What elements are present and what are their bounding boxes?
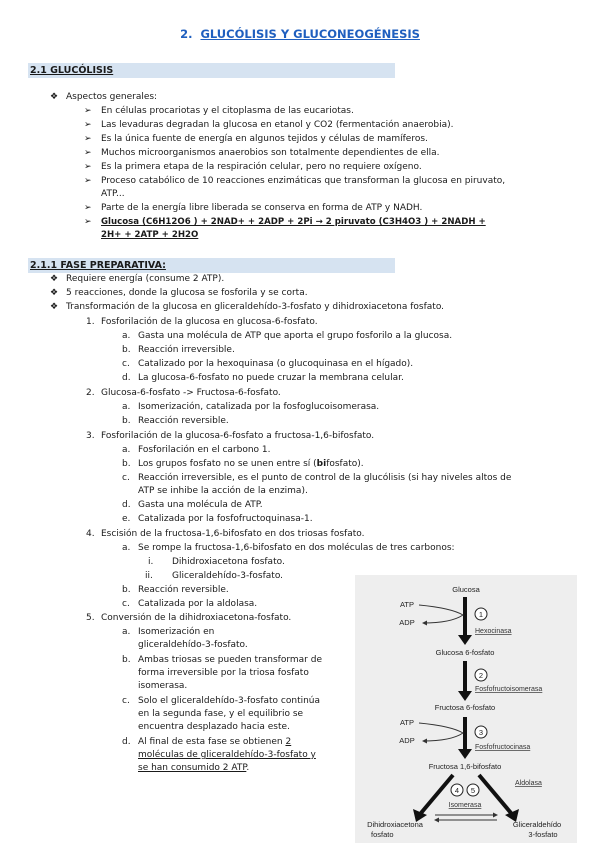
- substep: Se rompe la fructosa-1,6-bifosfato en dos moléculas de tres carbonos:: [138, 543, 455, 553]
- substep: Reacción irreversible, es el punto de control de la glucólisis (si hay niveles altos de: [138, 473, 512, 483]
- list-item: Transformación de la glucosa en gliceraldehído-3-fosfato y dihidroxiacetona fosfato.: [66, 302, 445, 312]
- arrow-bullet-icon: ➢: [84, 148, 92, 158]
- step-1-label: 1: [478, 610, 484, 619]
- cofactor-arrow: [419, 723, 463, 741]
- substep-letter: a.: [122, 331, 131, 341]
- list-item: Es la única fuente de energía en algunos tejidos y células de mamíferos.: [101, 134, 428, 144]
- atp-label: ATP: [399, 718, 415, 727]
- dhap-label-continuation: fosfato: [371, 830, 394, 839]
- substep: Reacción reversible.: [138, 416, 229, 426]
- substep: Gasta una molécula de ATP que aporta el grupo fosforilo a la glucosa.: [138, 331, 453, 341]
- substep-letter: c.: [122, 696, 130, 706]
- list-item: Las levaduras degradan la glucosa en etanol y CO2 (fermentación anaerobia).: [101, 120, 454, 130]
- substep-continuation: encuentra desplazado hacia este.: [138, 722, 290, 732]
- substep-letter: c.: [122, 473, 130, 483]
- bullet-icon: ❖: [50, 302, 59, 312]
- isomerasa-label: Isomerasa: [448, 802, 482, 809]
- g6p-label: Glucosa 6-fosfato: [435, 648, 495, 657]
- glycolysis-equation-continuation: 2H+ + 2ATP + 2H2O: [101, 230, 199, 240]
- list-item-continuation: ATP...: [101, 189, 125, 199]
- substep: Al final de esta fase se obtienen 2: [138, 737, 292, 747]
- substep: Reacción irreversible.: [138, 345, 235, 355]
- substep: Isomerización en: [138, 627, 215, 637]
- step-number: 1.: [86, 317, 95, 327]
- arrow-head: [458, 691, 472, 701]
- substep-continuation: isomerasa.: [138, 681, 188, 691]
- glucosa-label: Glucosa: [452, 585, 480, 594]
- gap-label: Gliceraldehído: [512, 820, 562, 829]
- substep-continuation: ATP se inhibe la acción de la enzima).: [138, 486, 308, 496]
- arrow-bullet-icon: ➢: [84, 106, 92, 116]
- substep-letter: c.: [122, 359, 130, 369]
- substep-letter: b.: [122, 655, 131, 665]
- diagram-svg: [355, 575, 577, 843]
- gap-label-continuation: 3-fosfato: [528, 830, 558, 839]
- arrow-bullet-icon: ➢: [84, 203, 92, 213]
- step-number: 3.: [86, 431, 95, 441]
- substep: La glucosa-6-fosfato no puede cruzar la membrana celular.: [138, 373, 404, 383]
- list-item: Parte de la energía libre liberada se conserva en forma de ATP y NADH.: [101, 203, 423, 213]
- arrow-bullet-icon: ➢: [84, 217, 92, 227]
- list-item: En células procariotas y el citoplasma de las eucariotas.: [101, 106, 354, 116]
- step-number: 5.: [86, 613, 95, 623]
- substep: Catalizada por la aldolasa.: [138, 599, 258, 609]
- step-number: 2.: [86, 388, 95, 398]
- bullet-icon: ❖: [50, 92, 59, 102]
- substep: Ambas triosas se pueden transformar de: [138, 655, 322, 665]
- substep-letter: d.: [122, 737, 131, 747]
- aspects-label: Aspectos generales:: [66, 92, 158, 102]
- arrow-bullet-icon: ➢: [84, 134, 92, 144]
- aldolasa-label: Aldolasa: [515, 780, 542, 787]
- substep: Solo el gliceraldehído-3-fosfato continúa: [138, 696, 321, 706]
- list-item: Proceso catabólico de 10 reacciones enzimáticas que transforman la glucosa en piruvato,: [101, 176, 506, 186]
- step-2-label: 2: [478, 671, 484, 680]
- dhap-label: Dihidroxiacetona: [367, 820, 423, 829]
- substep-letter: a.: [122, 445, 131, 455]
- substep: Los grupos fosfato no se unen entre sí (bifosfato).: [138, 459, 364, 469]
- list-item: Es la primera etapa de la respiración celular, pero no requiere oxígeno.: [101, 162, 422, 172]
- substep-letter: b.: [122, 345, 131, 355]
- list-item: 5 reacciones, donde la glucosa se fosforila y se corta.: [66, 288, 308, 298]
- atp-label: ATP: [399, 600, 415, 609]
- step-number: 4.: [86, 529, 95, 539]
- substep-continuation: moléculas de gliceraldehído-3-fosfato y: [138, 750, 316, 760]
- sub-substep: Gliceraldehído-3-fosfato.: [172, 571, 284, 581]
- substep: Catalizada por la fosfofructoquinasa-1.: [138, 514, 313, 524]
- preparatory-phase-diagram: [355, 575, 577, 843]
- f16bp-label: Fructosa 1,6-bifosfato: [428, 762, 502, 771]
- step-title: Conversión de la dihidroxiacetona-fosfato.: [101, 613, 292, 623]
- substep-letter: b.: [122, 585, 131, 595]
- step-title: Glucosa-6-fosfato -> Fructosa-6-fosfato.: [101, 388, 281, 398]
- substep-continuation: gliceraldehído-3-fosfato.: [138, 640, 248, 650]
- step-5-label: 5: [470, 786, 476, 795]
- section-heading-glucolisis: 2.1 GLUCÓLISIS: [28, 63, 395, 78]
- substep: Fosforilación en el carbono 1.: [138, 445, 271, 455]
- step-title: Escisión de la fructosa-1,6-bifosfato en dos triosas fosfato.: [101, 529, 365, 539]
- arrow-bullet-icon: ➢: [84, 120, 92, 130]
- substep-letter: d.: [122, 373, 131, 383]
- substep: Isomerización, catalizada por la fosfoglucoisomerasa.: [138, 402, 380, 412]
- glycolysis-equation: Glucosa (C6H12O6 ) + 2NAD+ + 2ADP + 2Pi → 2 piruvato (C3H4O3 ) + 2NADH +: [101, 217, 486, 227]
- substep-letter: a.: [122, 543, 131, 553]
- substep: Reacción reversible.: [138, 585, 229, 595]
- section-heading-fase-preparativa: 2.1.1 FASE PREPARATIVA:: [28, 258, 395, 273]
- page-title: 2. GLUCÓLISIS Y GLUCONEOGÉNESIS: [180, 27, 420, 41]
- split-arrow-right: [479, 775, 511, 813]
- substep-letter: b.: [122, 416, 131, 426]
- roman-numeral: i.: [148, 557, 154, 567]
- substep-continuation: en la segunda fase, y el equilibrio se: [138, 709, 304, 719]
- hexoquinasa-label: Hexocinasa: [475, 628, 512, 635]
- cofactor-arrow: [419, 605, 463, 623]
- substep-letter: b.: [122, 459, 131, 469]
- sub-substep: Dihidroxiacetona fosfato.: [172, 557, 285, 567]
- step-title: Fosforilación de la glucosa-6-fosfato a fructosa-1,6-bifosfato.: [101, 431, 375, 441]
- substep-continuation: forma irreversible por la triosa fosfato: [138, 668, 309, 678]
- substep: Catalizado por la hexoquinasa (o glucoquinasa en el hígado).: [138, 359, 414, 369]
- arrow-bullet-icon: ➢: [84, 176, 92, 186]
- f6p-label: Fructosa 6-fosfato: [434, 703, 496, 712]
- roman-numeral: ii.: [145, 571, 153, 581]
- adp-label: ADP: [399, 736, 415, 745]
- substep-letter: d.: [122, 500, 131, 510]
- fosfofructoisomerasa-label: Fosfofructoisomerasa: [475, 686, 543, 693]
- step-title: Fosforilación de la glucosa en glucosa-6-fosfato.: [101, 317, 318, 327]
- bullet-icon: ❖: [50, 274, 59, 284]
- arrow-bullet-icon: ➢: [84, 162, 92, 172]
- substep-continuation: se han consumido 2 ATP.: [138, 763, 250, 773]
- list-item: Muchos microorganismos anaerobios son totalmente dependientes de ella.: [101, 148, 440, 158]
- substep-letter: e.: [122, 514, 131, 524]
- substep: Gasta una molécula de ATP.: [138, 500, 263, 510]
- step-3-label: 3: [478, 728, 484, 737]
- adp-label: ADP: [399, 618, 415, 627]
- fosfofructocinasa-label: Fosfofructocinasa: [475, 744, 531, 751]
- arrow-head: [458, 635, 472, 645]
- step-4-label: 4: [454, 786, 460, 795]
- substep-letter: a.: [122, 402, 131, 412]
- substep-letter: a.: [122, 627, 131, 637]
- list-item: Requiere energía (consume 2 ATP).: [66, 274, 225, 284]
- substep-letter: c.: [122, 599, 130, 609]
- arrow-head: [458, 749, 472, 759]
- bullet-icon: ❖: [50, 288, 59, 298]
